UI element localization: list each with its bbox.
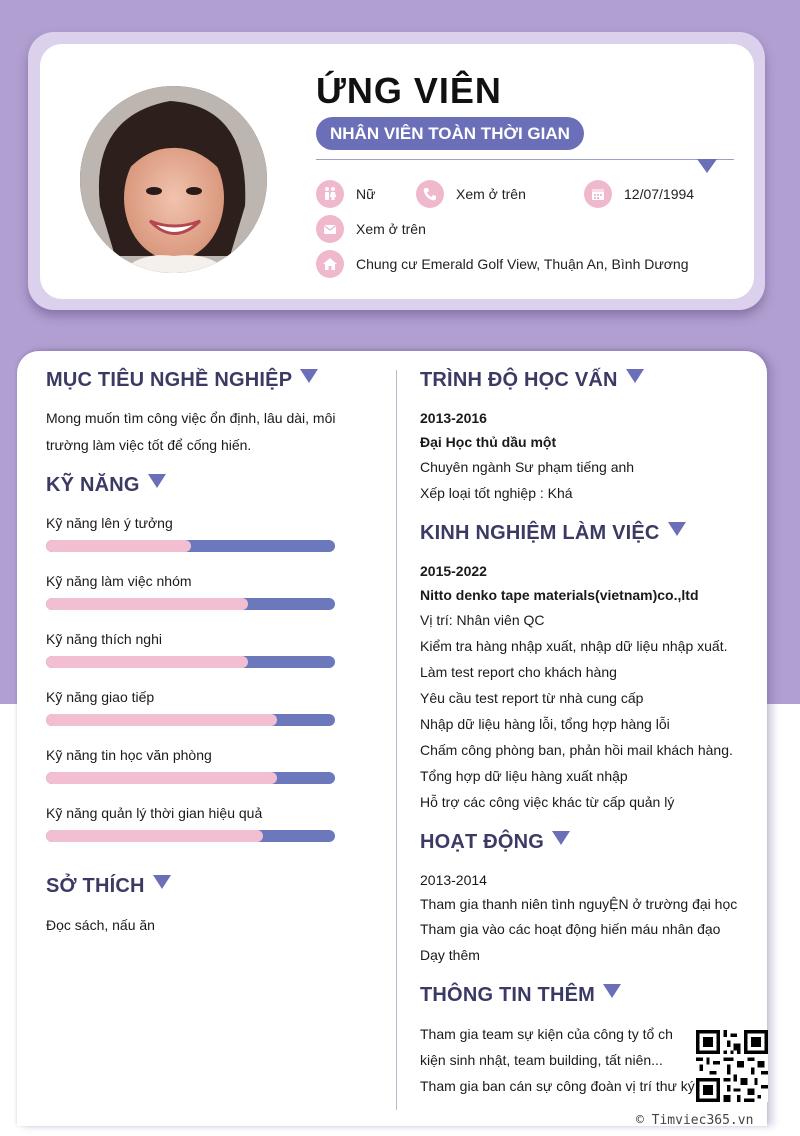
experience-line: Yêu cầu test report từ nhà cung cấp (420, 690, 644, 706)
objective-heading: MỤC TIÊU NGHỀ NGHIỆP (46, 369, 318, 392)
column-divider (396, 370, 397, 1110)
skill-label: Kỹ năng tin học văn phòng (46, 747, 212, 763)
additional-heading: THÔNG TIN THÊM (420, 984, 621, 1007)
skill-bar (46, 714, 335, 726)
experience-line: Làm test report cho khách hàng (420, 664, 617, 680)
candidate-name: ỨNG VIÊN (316, 70, 502, 111)
skill-label: Kỹ năng giao tiếp (46, 689, 155, 705)
experience-period: 2015-2022 (420, 563, 487, 579)
skill-bar-fill (46, 598, 248, 610)
footer-credit: © Timviec365.vn (636, 1113, 754, 1128)
email-text: Xem ở trên (356, 221, 426, 237)
skill-bar (46, 540, 335, 552)
gender-text: Nữ (356, 186, 376, 202)
triangle-down-icon (697, 159, 717, 173)
skill-bar (46, 656, 335, 668)
skill-label: Kỹ năng làm việc nhóm (46, 573, 192, 589)
triangle-down-icon (668, 522, 686, 536)
activities-period: 2013-2014 (420, 872, 487, 888)
experience-line: Nhập dữ liệu hàng lỗi, tổng hợp hàng lỗi (420, 716, 670, 732)
skill-label: Kỹ năng lên ý tưởng (46, 515, 173, 531)
phone-icon (416, 180, 444, 208)
experience-heading: KINH NGHIỆM LÀM VIỆC (420, 522, 686, 545)
activities-heading: HOẠT ĐỘNG (420, 831, 570, 854)
birthdate-text: 12/07/1994 (624, 186, 695, 202)
skill-label: Kỹ năng thích nghi (46, 631, 162, 647)
triangle-down-icon (603, 984, 621, 998)
experience-line: Tổng hợp dữ liệu hàng xuất nhập (420, 768, 628, 784)
header-divider (316, 159, 734, 160)
education-heading: TRÌNH ĐỘ HỌC VẤN (420, 369, 644, 392)
position-badge: NHÂN VIÊN TOÀN THỜI GIAN (316, 117, 584, 150)
experience-company: Nitto denko tape materials(vietnam)co.,ltd (420, 587, 699, 603)
skill-label: Kỹ năng quản lý thời gian hiệu quả (46, 805, 263, 821)
gender-icon (316, 180, 344, 208)
additional-line: Tham gia team sự kiện của công ty tổ ch (420, 1026, 673, 1042)
activities-line: Tham gia thanh niên tình nguyỆN ở trường đại học (420, 896, 738, 912)
objective-line: Mong muốn tìm công việc ổn định, lâu dài, môi (46, 410, 336, 426)
triangle-down-icon (300, 369, 318, 383)
education-period: 2013-2016 (420, 410, 487, 426)
skill-bar (46, 772, 335, 784)
avatar (80, 86, 267, 273)
activities-line: Dạy thêm (420, 947, 480, 963)
calendar-icon (584, 180, 612, 208)
education-school: Đại Học thủ dầu một (420, 434, 557, 450)
address-text: Chung cư Emerald Golf View, Thuận An, Bình Dương (356, 256, 689, 272)
skills-heading: KỸ NĂNG (46, 474, 166, 497)
education-grade: Xếp loại tốt nghiệp : Khá (420, 485, 573, 501)
skill-bar (46, 598, 335, 610)
skill-bar-fill (46, 830, 263, 842)
triangle-down-icon (552, 831, 570, 845)
experience-line: Vị trí: Nhân viên QC (420, 612, 545, 628)
skill-bar-fill (46, 714, 277, 726)
triangle-down-icon (153, 875, 171, 889)
hobbies-heading: SỞ THÍCH (46, 875, 171, 898)
experience-line: Hỗ trợ các công việc khác từ cấp quản lý (420, 794, 675, 810)
objective-line: trường làm việc tốt để cống hiến. (46, 437, 252, 453)
additional-line: kiện sinh nhật, team building, tất niên... (420, 1052, 663, 1068)
triangle-down-icon (148, 474, 166, 488)
activities-line: Tham gia vào các hoạt động hiến máu nhân đạo (420, 921, 721, 937)
education-major: Chuyên ngành Sư phạm tiếng anh (420, 459, 635, 475)
email-icon (316, 215, 344, 243)
skill-bar-fill (46, 540, 191, 552)
home-icon (316, 250, 344, 278)
skill-bar-fill (46, 772, 277, 784)
hobbies-text: Đọc sách, nấu ăn (46, 917, 155, 933)
triangle-down-icon (626, 369, 644, 383)
qr-code-icon (696, 1030, 768, 1102)
skill-bar-fill (46, 656, 248, 668)
experience-line: Chấm công phòng ban, phản hồi mail khách hàng. (420, 742, 733, 758)
skill-bar (46, 830, 335, 842)
phone-text: Xem ở trên (456, 186, 526, 202)
experience-line: Kiểm tra hàng nhập xuất, nhập dữ liệu nhập xuất. (420, 638, 728, 654)
additional-line: Tham gia ban cán sự công đoàn vị trí thư ký (420, 1078, 695, 1094)
